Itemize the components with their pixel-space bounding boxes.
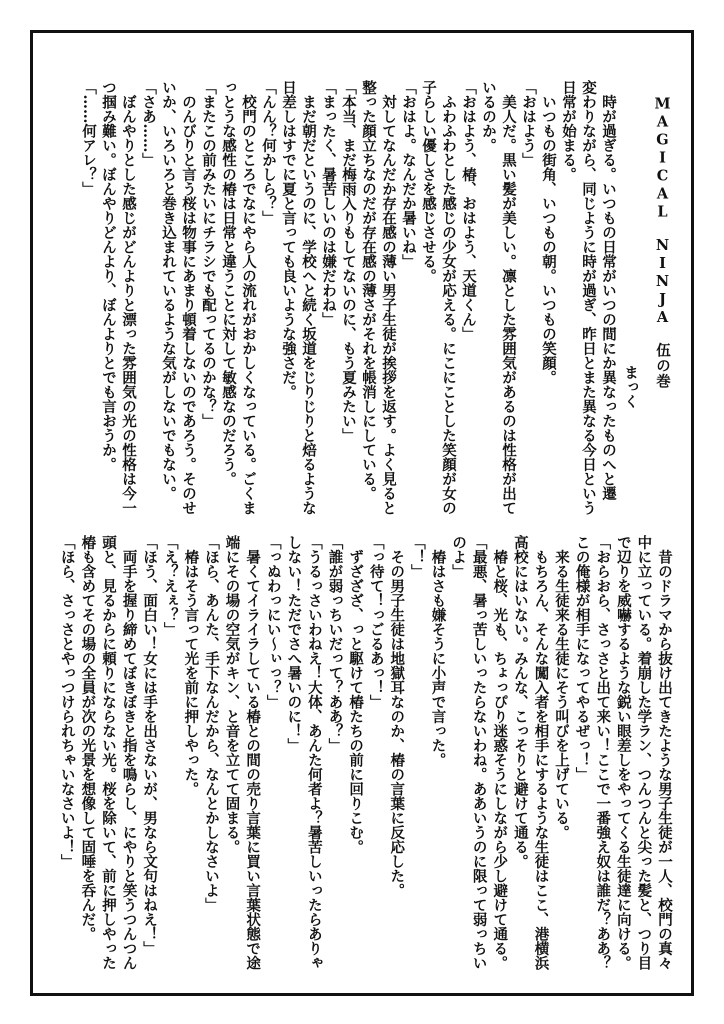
text-line: 「最悪、暑っ苦しいったらないわね。ああいうのに限って弱っちい [470, 535, 488, 970]
text-line: 来る生徒来る生徒にそう叫びを上げている。 [553, 535, 571, 840]
text-line: 中に立っている。着崩した学ラン、つんつんと尖った髪と、つり目 [635, 535, 653, 970]
text-line: 「ほら、さっさとやっつけられちゃいなさいよ！」 [58, 535, 76, 869]
text-line: 子らしい優しさを感じさせる。 [420, 80, 437, 283]
text-line: 暑くてイライラしている椿との間の売り言葉に買い言葉状態で途 [244, 535, 262, 970]
text-line: 日差しはすでに夏と言っても良いような強さだ。 [280, 80, 297, 399]
text-line: 「っ待て！っごるあっ！」 [367, 535, 385, 709]
text-line: 美人だ。黒い髪が美しい。凛とした雰囲気があるのは性格が出て [500, 80, 517, 515]
text-line: 椿と桜、光も、ちょっぴり迷惑そうにしながら少し避けて通る。 [491, 535, 509, 970]
text-line: しない！ただでさへ暑いのに！」 [285, 535, 303, 753]
text-line: いか、いろいろと巻き込まれているような気がしないでもない。 [160, 80, 177, 501]
text-line: 「おはよう、椿、おはよう、天道くん」 [460, 80, 477, 341]
text-line: ずざざざ、っと駆けて椿たちの前に回りこむ。 [347, 535, 365, 854]
text-line: 変わりながら、同じように時が過ぎ、昨日とまた異なる今日という [580, 80, 597, 515]
text-line: 「え？えぇ？」 [161, 535, 179, 637]
text-line: いるのか。 [480, 80, 497, 153]
text-line: 両手を握り締めてぼきぼきと指を鳴らし、にやりと笑うつんつん [120, 535, 138, 970]
text-line: 「んん？何かしら？」 [260, 80, 277, 225]
text-line: ぼんやりとした感じがどんよりと漂った雰囲気の光の性格は今一 [120, 80, 137, 515]
text-line: 「っぬわっにい～ぃっ？」 [264, 535, 282, 709]
text-line: 「誰が弱っちいだって？ああ？」 [326, 535, 344, 753]
text-line: 端にその場の空気がキン、と音を立てて固まる。 [223, 535, 241, 854]
text-line: 日常が始まる。 [560, 80, 577, 182]
text-line: 椿も含めてその場の全員が次の光景を想像して固唾を呑んだ。 [79, 535, 97, 941]
text-block-bottom [56, 535, 674, 990]
text-line: 「ほら、あんた、手下なんだから、なんとかしなさいよ」 [202, 535, 220, 912]
text-line: 椿はそう言って光を前に押しやった。 [182, 535, 200, 796]
text-line: もちろん、そんな闖入者を相手にするような生徒はここ、港横浜 [532, 535, 550, 970]
text-line: 「……何アレ？」 [80, 80, 97, 196]
text-line: 椿はさも嫌そうに小声で言った。 [429, 535, 447, 767]
text-line: 「さあ……」 [140, 80, 157, 167]
text-line: 「！」 [408, 535, 426, 579]
text-line: いつもの街角、いつもの朝。いつもの笑顔。 [540, 80, 557, 385]
text-line: 「うるっさいわねえ！大体、あんた何者よ？暑苦しいったらありゃ [305, 535, 323, 970]
text-line: 高校にはいない。みんな、こっそりと避けて通る。 [511, 535, 529, 869]
text-line: 整った顔立ちなのだが存在感の薄さがそれを帳消しにしている。 [360, 80, 377, 501]
text-line: まだ朝だというのに、学校へと続く坂道をじりじりと焙るような [300, 80, 317, 515]
text-line: 「おはよ。なんだか暑いね」 [400, 80, 417, 269]
text-line: のよ」 [450, 535, 468, 579]
text-block-top [78, 80, 672, 515]
text-line: つ掴み難い。ぼんやりどんより、ぼんよりとでも言おうか。 [100, 80, 117, 472]
text-line: 「おらおら、さっさと出て来い！ここで一番強え奴は誰だ？ああ？ [594, 535, 612, 970]
text-line: ふわふわとした感じの少女が応える。にこにことした笑顔が女の [440, 80, 457, 515]
text-line: 頭と、見るからに頼りにならない光。桜を除いて、前に押しやった [99, 535, 117, 970]
text-line: 昔のドラマから抜け出てきたような男子生徒が一人、校門の真々 [656, 535, 673, 970]
author-name: まっく [622, 365, 639, 409]
text-line: この俺様が相手になってやるぜっ！」 [573, 535, 591, 782]
text-line: 「おはよう」 [520, 80, 537, 167]
text-line: その男子生徒は地獄耳なのか、椿の言葉に反応した。 [388, 535, 406, 898]
text-line: 校門のところでなにやら人の流れがおかしくなっている。ごくま [240, 80, 257, 515]
text-line: で辺りを威嚇するような鋭い眼差しをやってくる生徒達に向ける。 [614, 535, 632, 970]
text-line: 対してなんだか存在感の薄い男子生徒が挨拶を返す。よく見ると [380, 80, 397, 515]
text-line: 時が過ぎる。いつもの日常がいつの間にか異なったものへと遷 [600, 80, 617, 501]
text-line: っとうな感性の椿は日常と違うことに対して敏感なのだろう。 [220, 80, 237, 486]
text-line: 「またこの前みたいにチラシでも配ってるのかな？」 [200, 80, 217, 428]
text-line: 「ほう、面白い！女には手を出さないが、男なら文句はねえ！」 [141, 535, 159, 956]
text-line: のんびりと言う桜は物事にあまり頓着しないのであろう。そのせ [180, 80, 197, 515]
text-line: 「本当、まだ梅雨入りもしてないのに、もう夏みたい」 [340, 80, 357, 443]
text-line: 「まったく、暑苦しいのは嫌だわね」 [320, 80, 337, 327]
story-title: MAGICAL NINJA 伍の巻 [654, 80, 671, 389]
